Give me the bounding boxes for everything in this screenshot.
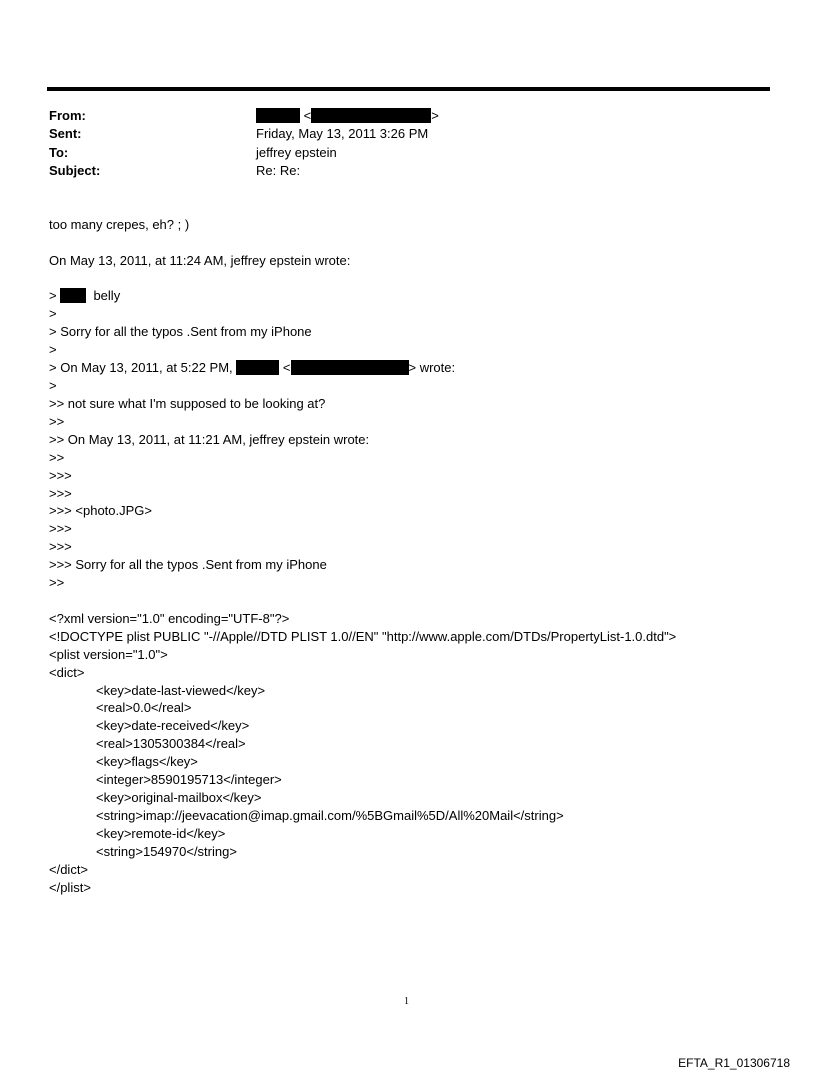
plist-line: </dict> (49, 862, 89, 877)
from-value: < > (256, 108, 439, 124)
body-line: >>> (49, 468, 72, 483)
redaction-box (291, 360, 409, 375)
body-line: >> (49, 575, 65, 590)
body-line: >>> <photo.JPG> (49, 503, 152, 518)
plist-line: <key>remote-id</key> (96, 826, 226, 841)
sent-value: Friday, May 13, 2011 3:26 PM (256, 126, 429, 141)
plist-line: <key>date-last-viewed</key> (96, 683, 266, 698)
body-line: >> On May 13, 2011, at 11:21 AM, jeffrey epstein wrote: (49, 432, 370, 447)
plist-line: <!DOCTYPE plist PUBLIC "-//Apple//DTD PLIST 1.0//EN" "http://www.apple.com/DTDs/PropertyList-1.0.dtd"> (49, 629, 677, 644)
body-line: too many crepes, eh? ; ) (49, 217, 190, 232)
body-line: >> not sure what I'm supposed to be looking at? (49, 396, 326, 411)
body-line: > Sorry for all the typos .Sent from my iPhone (49, 324, 312, 339)
body-line: > (49, 306, 57, 321)
body-line: >>> (49, 486, 72, 501)
subject-label: Subject: (49, 163, 101, 178)
sent-label: Sent: (49, 126, 82, 141)
plist-line: </plist> (49, 880, 91, 895)
page-number: 1 (404, 996, 409, 1007)
body-line: >>> (49, 521, 72, 536)
body-line: >> (49, 450, 65, 465)
plist-line: <integer>8590195713</integer> (96, 772, 282, 787)
body-line: > On May 13, 2011, at 5:22 PM, < > wrote: (49, 360, 456, 375)
plist-line: <real>0.0</real> (96, 700, 192, 715)
plist-line: <plist version="1.0"> (49, 647, 168, 662)
plist-line: <dict> (49, 665, 85, 680)
to-value: jeffrey epstein (256, 145, 337, 160)
plist-line: <key>date-received</key> (96, 718, 250, 733)
redaction-box (256, 108, 300, 123)
to-label: To: (49, 145, 69, 160)
plist-line: <real>1305300384</real> (96, 736, 246, 751)
body-line: >>> (49, 539, 72, 554)
plist-line: <key>original-mailbox</key> (96, 790, 262, 805)
body-line: > (49, 378, 57, 393)
body-line: >> (49, 414, 65, 429)
body-line: > (49, 342, 57, 357)
header-rule (47, 87, 770, 91)
redaction-box (311, 108, 431, 123)
subject-value: Re: Re: (256, 163, 301, 178)
from-label: From: (49, 108, 86, 123)
plist-line: <?xml version="1.0" encoding="UTF-8"?> (49, 611, 290, 626)
body-line: >>> Sorry for all the typos .Sent from my iPhone (49, 557, 327, 572)
document-id-stamp: EFTA_R1_01306718 (678, 1056, 790, 1070)
redaction-box (236, 360, 279, 375)
redaction-box (60, 288, 86, 303)
plist-line: <string>imap://jeevacation@imap.gmail.com/%5BGmail%5D/All%20Mail</string> (96, 808, 564, 823)
plist-line: <string>154970</string> (96, 844, 237, 859)
body-line: On May 13, 2011, at 11:24 AM, jeffrey epstein wrote: (49, 253, 351, 268)
body-line: > belly (49, 288, 121, 303)
plist-line: <key>flags</key> (96, 754, 198, 769)
